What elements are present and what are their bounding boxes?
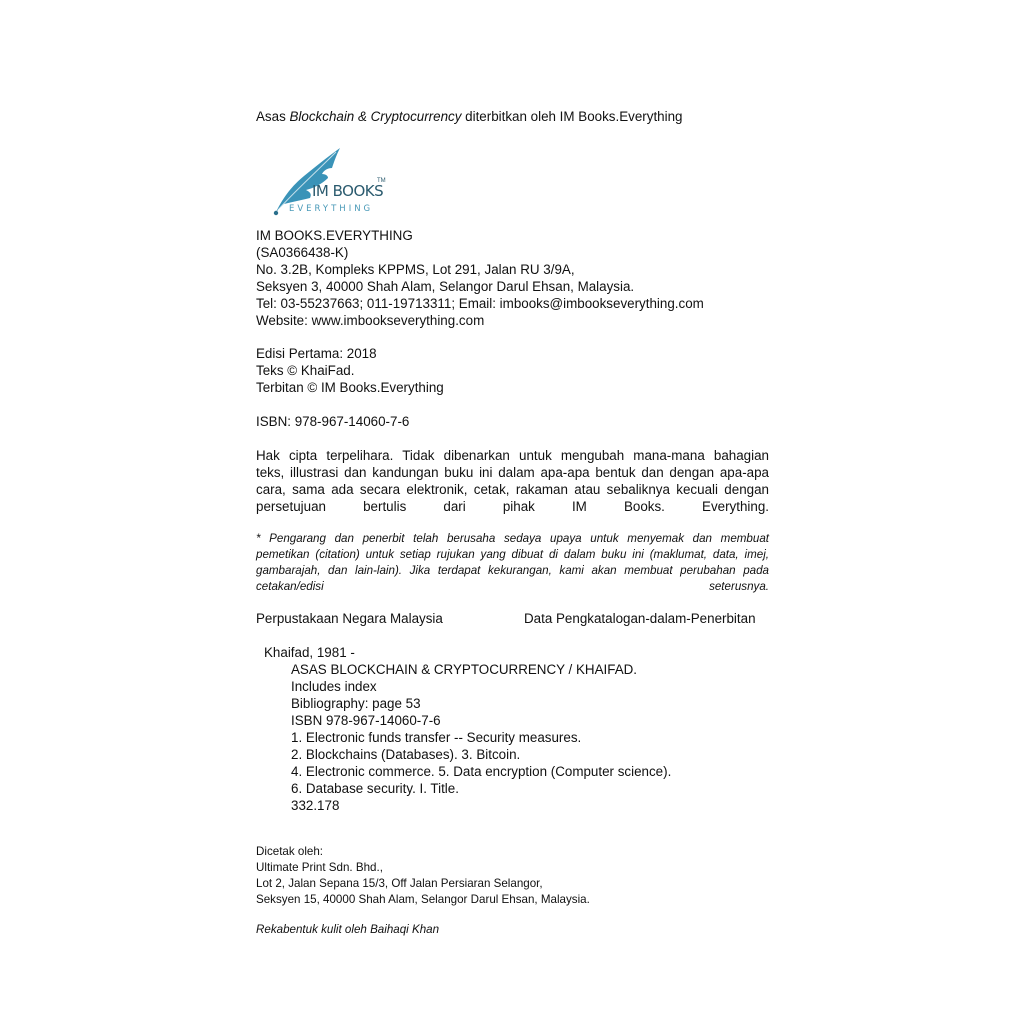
publisher-line: No. 3.2B, Kompleks KPPMS, Lot 291, Jalan RU 3/9A, [256,262,575,277]
cover-credit: Rekabentuk kulit oleh Baihaqi Khan [256,923,440,936]
publisher-address [256,227,704,329]
note-line: pemetikan (citation) untuk setiap rujukan yang dibuat di dalam buku ini (maklumat, data, imej, [256,548,769,561]
catalog-entry: ASAS BLOCKCHAIN & CRYPTOCURRENCY / KHAIFAD. [291,662,638,677]
publisher-line: Website: www.imbookseverything.com [256,313,485,328]
logo-wordmark: IM BOOKS [312,182,384,200]
printer-line: Ultimate Print Sdn. Bhd., [256,861,383,874]
publication-line [256,108,682,125]
copyright-line: teks, illustrasi dan kandungan buku ini dalam apa-apa bentuk dan dengan apa-apa [256,465,769,480]
publisher-line: Seksyen 3, 40000 Shah Alam, Selangor Darul Ehsan, Malaysia. [256,279,635,294]
logo-trademark: TM [377,178,386,184]
note-line: * Pengarang dan penerbit telah berusaha sedaya upaya untuk menyemak dan membuat [256,532,769,545]
publication-prefix: Asas [256,109,290,124]
catalog-entry: 4. Electronic commerce. 5. Data encryption (Computer science). [291,764,672,779]
catalog-entry: 1. Electronic funds transfer -- Security measures. [291,730,582,745]
printer-line: Lot 2, Jalan Sepana 15/3, Off Jalan Persiaran Selangor, [256,877,543,890]
catalog-entry: Includes index [291,679,377,694]
catalog-entry: 332.178 [291,798,340,813]
copyright-notice [256,447,769,515]
publisher-line: IM BOOKS.EVERYTHING [256,228,413,243]
catalog-entry: Bibliography: page 53 [291,696,421,711]
logo-tagline: EVERYTHING [289,204,374,214]
copyright-line: persetujuan bertulis dari pihak IM Books. Everything. [256,499,769,514]
copyright-line: cara, sama ada secara elektronik, cetak, rakaman atau sebaliknya kecuali dengan [256,482,769,497]
catalog-heading: Data Pengkatalogan-dalam-Penerbitan [524,611,756,626]
publication-suffix: diterbitkan oleh IM Books.Everything [461,109,683,124]
copyright-line: Hak cipta terpelihara. Tidak dibenarkan untuk mengubah mana-mana bahagian [256,448,769,463]
book-title-italic: Blockchain & Cryptocurrency [289,109,462,124]
edition-line: Terbitan © IM Books.Everything [256,380,444,395]
catalog-entries [291,661,671,814]
publisher-line: Tel: 03-55237663; 011-19713311; Email: imbooks@imbookseverything.com [256,296,704,311]
edition-line: Edisi Pertama: 2018 [256,346,377,361]
catalog-entry: 2. Blockchains (Databases). 3. Bitcoin. [291,747,521,762]
publisher-line: (SA0366438-K) [256,245,349,260]
citation-note [256,531,769,595]
note-line: gambarajah, dan lain-lain). Jika terdapat kekurangan, kami akan membuat perubahan pada [256,564,769,577]
edition-info [256,345,444,396]
edition-line: Teks © KhaiFad. [256,363,355,378]
catalog-entry: 6. Database security. I. Title. [291,781,459,796]
note-line: cetakan/edisi seterusnya. [256,580,769,593]
catalog-author: Khaifad, 1981 - [264,645,355,660]
catalog-entry: ISBN 978-967-14060-7-6 [291,713,441,728]
printer-line: Dicetak oleh: [256,845,324,858]
printer-line: Seksyen 15, 40000 Shah Alam, Selangor Darul Ehsan, Malaysia. [256,893,590,906]
catalog-library: Perpustakaan Negara Malaysia [256,611,443,626]
printer-info [256,844,590,908]
isbn: ISBN: 978-967-14060-7-6 [256,414,410,429]
